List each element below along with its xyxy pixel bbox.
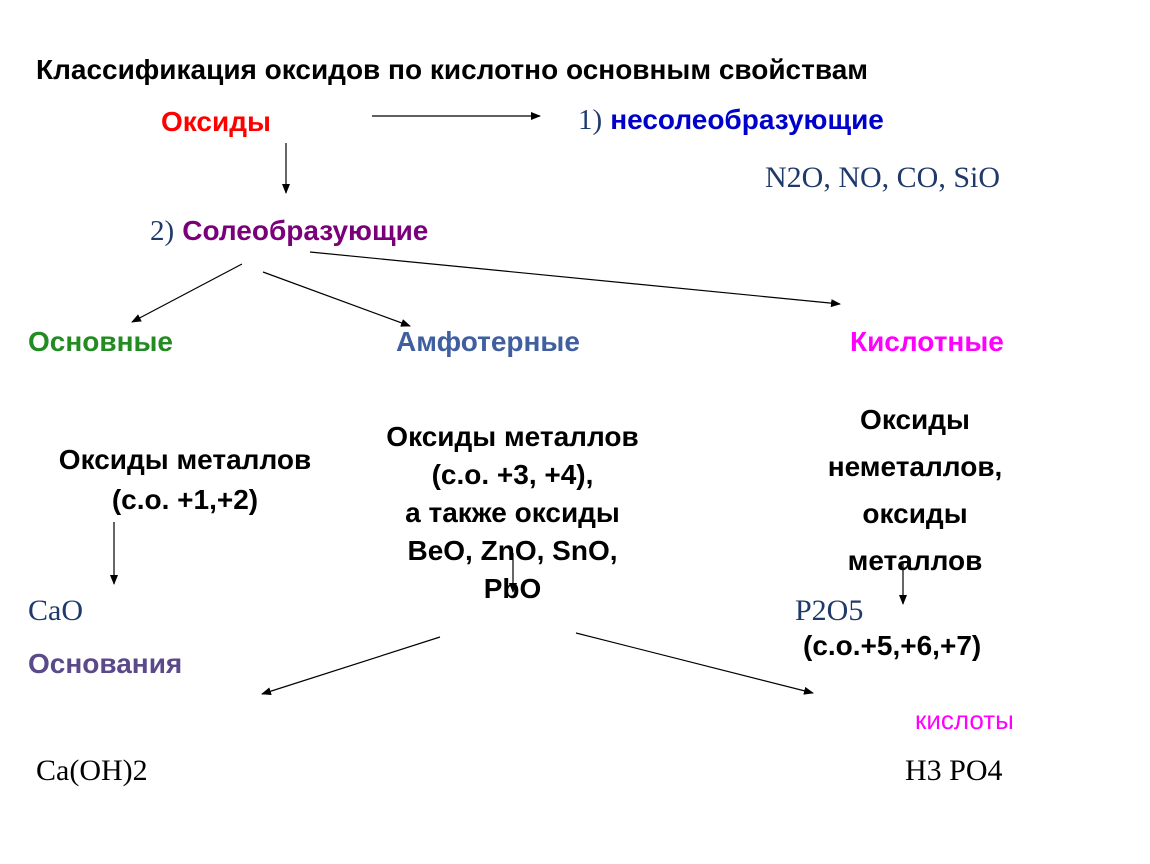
basic-product-label: Основания <box>28 648 183 679</box>
acidic-description <box>780 396 1050 584</box>
arrow-amphoteric-to-bases <box>262 637 440 694</box>
acidic-description-line4: металлов <box>847 545 983 576</box>
arrow-salt-to-basic <box>132 264 242 322</box>
acidic-oxidation-states: (с.о.+5,+6,+7) <box>803 630 982 661</box>
arrow-salt-to-amphoteric <box>263 272 410 326</box>
acidic-heading: Кислотные <box>850 326 1004 357</box>
amphoteric-description-line3: а также оксиды <box>405 497 620 528</box>
arrow-amphoteric-to-acids <box>576 633 813 693</box>
amphoteric-description-line2: (с.о. +3, +4), <box>431 459 594 490</box>
basic-description <box>20 440 350 520</box>
basic-description-line1: Оксиды металлов <box>58 444 312 475</box>
acidic-product-label: кислоты <box>915 705 1014 735</box>
acidic-description-line3: оксиды <box>862 498 968 529</box>
amphoteric-heading: Амфотерные <box>396 326 580 357</box>
salt-number: 2) <box>150 215 175 247</box>
basic-heading: Основные <box>28 326 173 357</box>
arrow-salt-to-acidic <box>310 252 840 304</box>
non-salt-branch <box>578 106 884 135</box>
non-salt-number: 1) <box>578 104 603 136</box>
non-salt-label: несолеобразующие <box>610 104 884 135</box>
basic-description-line2: (с.о. +1,+2) <box>111 484 259 515</box>
salt-label: Солеобразующие <box>182 215 429 246</box>
root-label-oxides: Оксиды <box>161 106 271 137</box>
diagram-title: Классификация оксидов по кислотно основным свойствам <box>36 54 868 85</box>
basic-product-example: Ca(OH)2 <box>36 754 148 787</box>
amphoteric-description-line4: BeO, ZnO, SnO, <box>407 535 618 566</box>
non-salt-examples: N2O, NO, CO, SiO <box>765 161 1001 194</box>
acidic-product-example: H3 PO4 <box>905 754 1003 787</box>
amphoteric-description-line1: Оксиды металлов <box>386 421 639 452</box>
amphoteric-description-line5: PbO <box>483 573 542 604</box>
acidic-example: P2O5 <box>795 594 864 627</box>
salt-branch <box>150 217 428 246</box>
basic-example: CaO <box>28 594 83 627</box>
acidic-description-line1: Оксиды <box>860 404 970 435</box>
amphoteric-description <box>340 418 685 608</box>
acidic-description-line2: неметаллов, <box>827 451 1003 482</box>
